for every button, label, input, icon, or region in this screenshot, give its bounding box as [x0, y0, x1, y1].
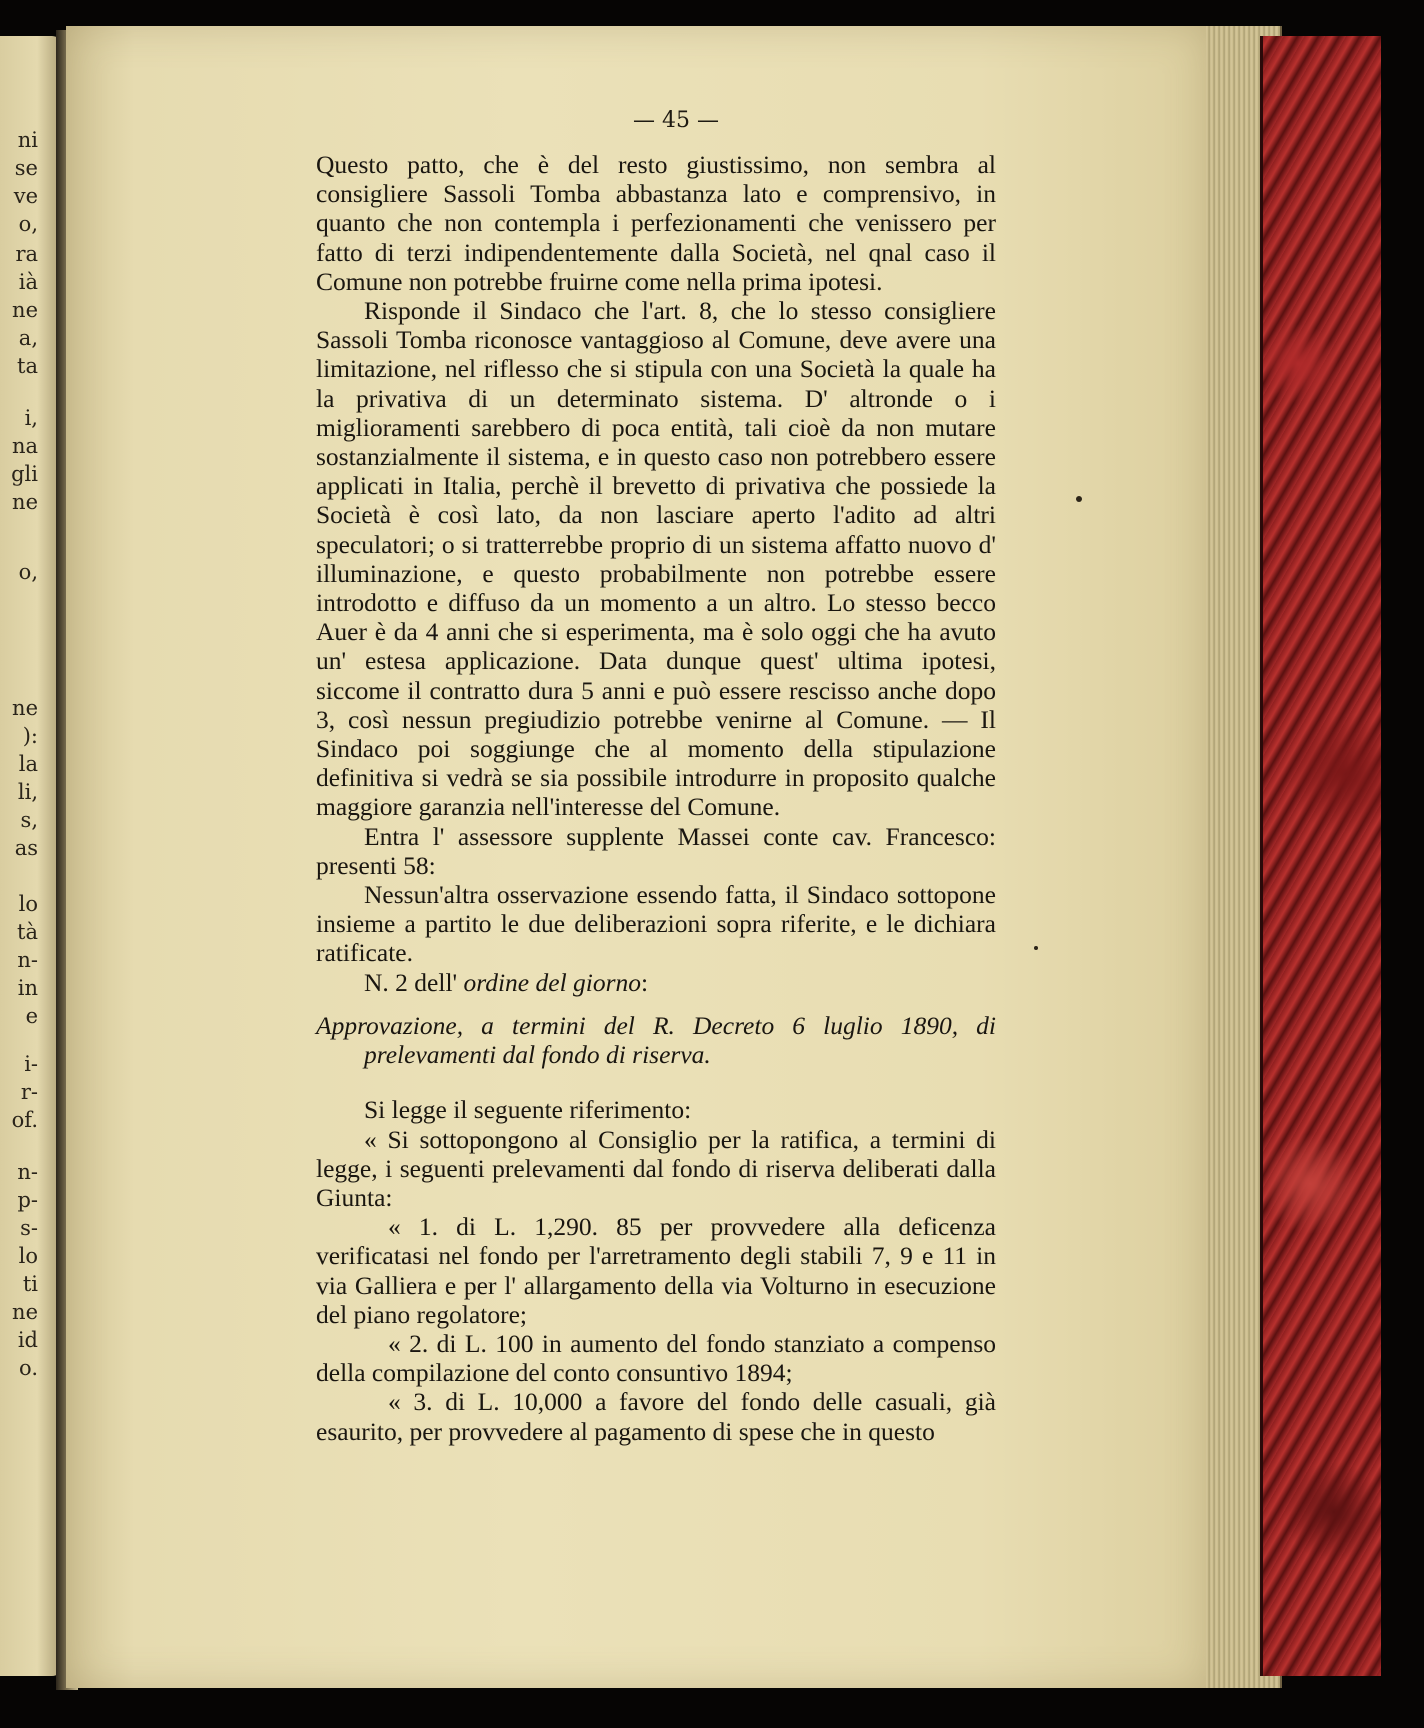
left-margin-fragment: s, [20, 808, 38, 832]
paragraph-3: Entra l' assessore supplente Massei conte cav. Francesco: presenti 58: [316, 821, 996, 880]
left-margin-fragment: ni [17, 128, 38, 152]
left-margin-fragment: ti [22, 1272, 38, 1296]
left-margin-fragment: ve [13, 184, 38, 208]
paragraph-intro: « Si sottopongono al Consiglio per la ratifica, a termini di legge, i seguenti prelevamenti dal fondo di riserva deliberati dalla Giunta: [316, 1124, 996, 1212]
left-margin-fragment: ne [12, 490, 38, 514]
left-margin-fragment: lo [18, 1244, 38, 1268]
left-margin-fragment: se [14, 156, 38, 180]
left-margin-fragment: s- [20, 1216, 38, 1240]
left-margin-fragment: i, [24, 406, 38, 430]
section-heading: Approvazione, a termini del R. Decreto 6 luglio 1890, di prelevamenti dal fondo di riserva. [316, 1010, 996, 1070]
left-margin-fragment: r- [20, 1080, 38, 1104]
left-margin-fragment: p- [17, 1188, 38, 1212]
left-margin-fragment: ): [22, 724, 38, 748]
left-margin-fragment: of. [11, 1108, 38, 1132]
marbled-cover [1260, 36, 1381, 1676]
left-margin-fragment: n- [17, 1160, 38, 1184]
item-3: « 3. di L. 10,000 a favore del fondo delle casuali, già esaurito, per provvedere al pagamento di spese che in questo [316, 1387, 996, 1446]
left-margin-fragment: e [25, 1004, 38, 1028]
left-margin-fragment: n- [17, 948, 38, 972]
left-margin-fragment: gli [11, 462, 38, 486]
paragraph-2: Risponde il Sindaco che l'art. 8, che lo stesso consigliere Sassoli Tomba riconosce vantaggioso al Comune, deve avere una limitazione, nel riflesso che si stipula con una Società la quale ha la privativa di un determinato sistema. D' altronde o i miglioramenti sarebbero di poca entità, tali cioè da non mutare sostanzialmente il sistema, e in questo caso non potrebbero essere applicati in Italia, perchè il brevetto di privativa che possiede la Società è così lato, da non lasciare aperto l'adito ad altri speculatori; o si tratterrebbe proprio di un sistema affatto nuovo d' illuminazione, e questo probabilmente non potrebbe essere introdotto e diffuso da un momento a un altro. Lo stesso becco Auer è da 4 anni che si esperimenta, ma è solo oggi che ha avuto un' estesa applicazione. Data dunque quest' ultima ipotesi, siccome il contratto dura 5 anni e può essere rescisso anche dopo 3, così nessun pregiudizio potrebbe venirne al Comune. — Il Sindaco poi soggiunge che al momento della stipulazione definitiva si vedrà se sia possibile introdurre in proposito qualche maggiore garanzia nell'interesse del Comune. [316, 296, 996, 822]
right-page [66, 26, 1206, 1688]
left-margin-fragment: ra [15, 242, 38, 266]
order-suffix: : [641, 967, 649, 997]
left-margin-fragment: na [11, 434, 38, 458]
left-margin-fragment: ne [12, 298, 38, 322]
left-margin-fragment: la [18, 752, 38, 776]
left-margin-fragment: ne [12, 1300, 38, 1324]
left-margin-fragment: o, [18, 212, 38, 236]
left-margin-fragment: as [14, 836, 38, 860]
paper-speck [1034, 946, 1038, 950]
left-margin-fragment: o. [19, 1356, 38, 1380]
left-page-margin-text [0, 36, 40, 1676]
left-page-edge [0, 36, 62, 1676]
left-margin-fragment: tà [17, 920, 38, 944]
left-margin-fragment: li, [17, 780, 38, 804]
order-prefix: N. 2 dell' [364, 967, 458, 997]
item-1: « 1. di L. 1,290. 85 per provvedere alla deficenza verificatasi nel fondo per l'arretramento degli stabili 7, 9 e 11 in via Galliera e per l' allargamento della via Volturno in esecuzione del piano regolatore; [316, 1212, 996, 1329]
left-margin-fragment: i- [24, 1052, 38, 1076]
left-margin-fragment: in [17, 976, 38, 1000]
left-margin-fragment: a, [18, 326, 38, 350]
item-2: « 2. di L. 100 in aumento del fondo stanziato a compenso della compilazione del conto consuntivo 1894; [316, 1328, 996, 1388]
paragraph-read: Si legge il seguente riferimento: [364, 1095, 692, 1125]
left-margin-fragment: ta [17, 354, 38, 378]
left-margin-fragment: o, [18, 560, 38, 584]
left-margin-fragment: lo [18, 892, 38, 916]
left-margin-fragment: id [17, 1328, 38, 1352]
order-of-day [316, 968, 996, 997]
paper-speck [1076, 496, 1082, 502]
left-margin-fragment: ià [18, 270, 38, 294]
body-text [316, 150, 996, 1446]
paragraph-1: Questo patto, che è del resto giustissimo, non sembra al consigliere Sassoli Tomba abbastanza lato e comprensivo, in quanto che non contempla i perfezionamenti che venissero per fatto di terzi indipendentemente dalla Società, nel qnal caso il Comune non potrebbe fruirne come nella prima ipotesi. [316, 150, 996, 296]
page-number: — 45 — [633, 108, 719, 133]
left-margin-fragment: ne [12, 696, 38, 720]
order-italic: ordine del giorno [463, 967, 642, 997]
paragraph-4: Nessun'altra osservazione essendo fatta, il Sindaco sottopone insieme a partito le due deliberazioni sopra riferite, e le dichiara ratificate. [316, 880, 996, 968]
